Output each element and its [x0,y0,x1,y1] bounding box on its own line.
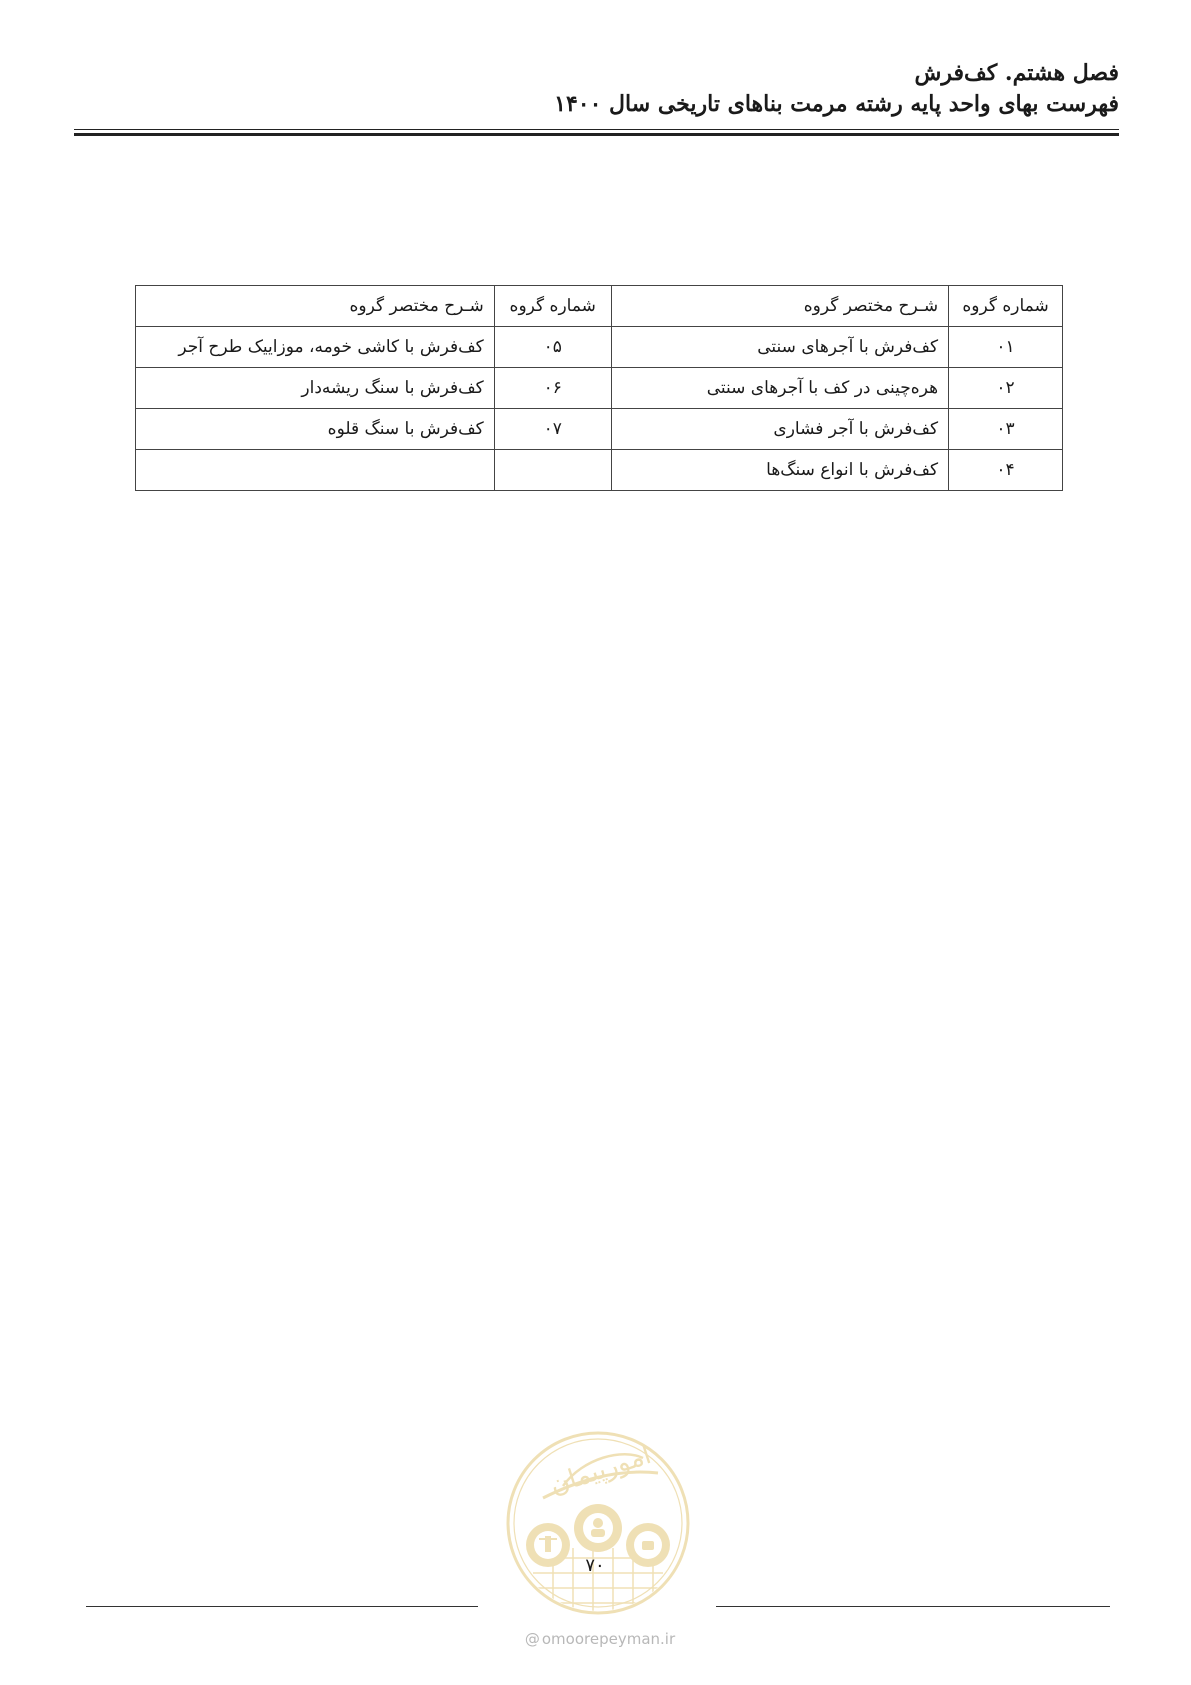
page-number: ۷۰ [585,1555,605,1576]
footer-site [510,1630,690,1648]
page-header [69,58,1119,120]
table-row [136,368,1063,409]
group-number: ۰۷ [494,409,611,450]
header-group-number: شماره گروه [949,286,1063,327]
group-number: ۰۱ [949,327,1063,368]
group-description: کف‌فرش با سنگ قلوه [136,409,495,450]
header-group-description: شـرح مختصر گروه [611,286,948,327]
header-rule-thick [74,133,1119,136]
site-url: omoorepeyman.ir [541,1630,676,1648]
table-row [136,409,1063,450]
header-group-description: شـرح مختصر گروه [136,286,495,327]
table-row [136,327,1063,368]
table-header-row [136,286,1063,327]
group-number [494,450,611,491]
document-title: فهرست بهای واحد پایه رشته مرمت بناهای تاریخی سال ۱۴۰۰ [554,91,1119,117]
group-number: ۰۴ [949,450,1063,491]
group-description [136,450,495,491]
group-description: کف‌فرش با انواع سنگ‌ها [611,450,948,491]
header-group-number: شماره گروه [494,286,611,327]
gears-logo-watermark [503,1428,693,1618]
group-number: ۰۶ [494,368,611,409]
watermark-logo-graphic [503,1428,693,1618]
group-number: ۰۵ [494,327,611,368]
footer-rule-left [86,1606,478,1607]
group-description: کف‌فرش با آجرهای سنتی [611,327,948,368]
header-rule-thin [74,129,1119,130]
watermark-logo-text: امورپیمان [546,1440,655,1501]
group-number: ۰۳ [949,409,1063,450]
group-number: ۰۲ [949,368,1063,409]
table-row [136,450,1063,491]
footer-rule-right [716,1606,1110,1607]
chapter-title: فصل هشتم. کف‌فرش [914,60,1119,86]
group-table [135,285,1063,491]
group-description: کف‌فرش با کاشی خومه، موزاییک طرح آجر [136,327,495,368]
group-description: هره‌چینی در کف با آجرهای سنتی [611,368,948,409]
at-sign-icon: @ [524,1630,540,1648]
group-description: کف‌فرش با سنگ ریشه‌دار [136,368,495,409]
group-description: کف‌فرش با آجر فشاری [611,409,948,450]
